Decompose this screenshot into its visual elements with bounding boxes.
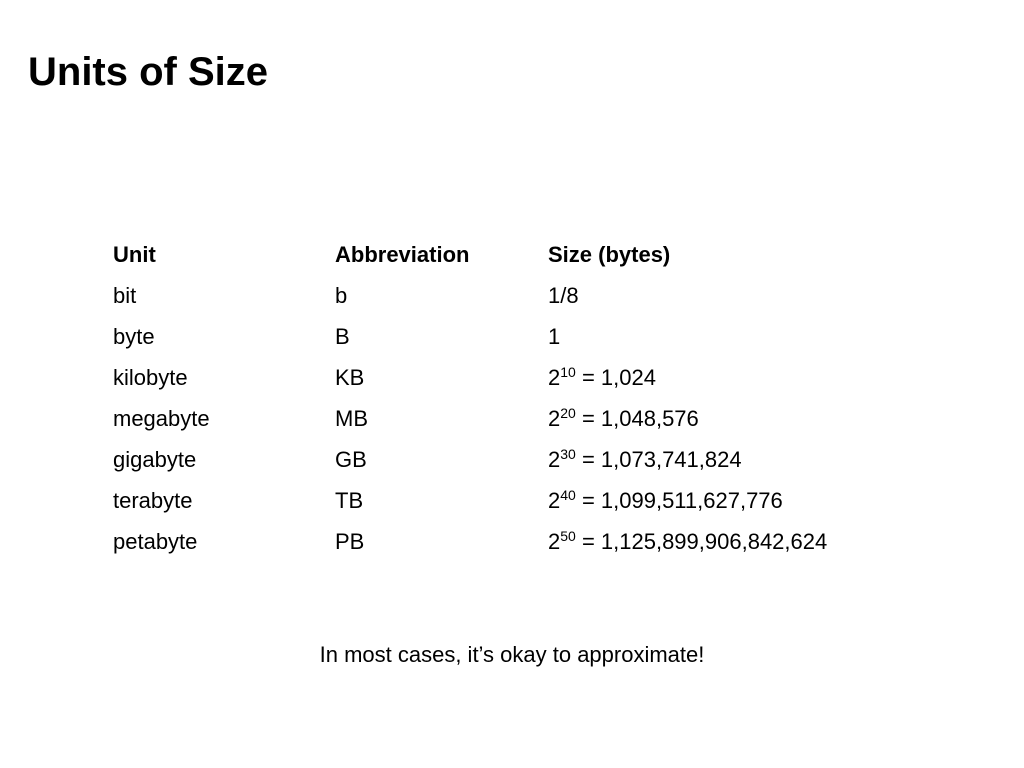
table-row [113,357,908,398]
size-cell [548,357,908,398]
table-row [113,521,908,562]
power-base: 2 [548,488,561,513]
power-exponent: 50 [560,528,576,544]
header-size: Size (bytes) [548,242,671,267]
power-base: 2 [548,447,561,472]
size-cell [548,521,908,562]
abbreviation-cell: b [335,283,348,308]
unit-cell: petabyte [113,529,198,554]
abbreviation-cell: MB [335,406,368,431]
power-base: 2 [548,406,561,431]
table-row [113,275,908,316]
slide-title: Units of Size [28,50,269,94]
table-row [113,398,908,439]
power-exponent: 40 [560,487,576,503]
footnote: In most cases, it’s okay to approximate! [319,642,705,667]
table-header-row [113,234,908,275]
size-cell [548,439,908,480]
unit-cell: terabyte [113,488,193,513]
table-row [113,316,908,357]
size-cell: 1/8 [548,283,579,308]
unit-cell: megabyte [113,406,210,431]
table-row [113,480,908,521]
power-exponent: 30 [560,446,576,462]
power-exponent: 20 [560,405,576,421]
size-cell [548,398,908,439]
abbreviation-cell: TB [335,488,364,513]
byte-value: = 1,073,741,824 [575,447,742,472]
unit-cell: gigabyte [113,447,197,472]
size-cell: 1 [548,324,561,349]
abbreviation-cell: PB [335,529,365,554]
abbreviation-cell: B [335,324,350,349]
header-unit: Unit [113,242,156,267]
size-cell [548,480,908,521]
byte-value: = 1,099,511,627,776 [575,488,783,513]
byte-value: = 1,024 [575,365,656,390]
unit-cell: byte [113,324,155,349]
byte-value: = 1,048,576 [575,406,699,431]
power-base: 2 [548,529,561,554]
unit-cell: kilobyte [113,365,188,390]
power-base: 2 [548,365,561,390]
byte-value: = 1,125,899,906,842,624 [575,529,828,554]
header-abbreviation: Abbreviation [335,242,470,267]
table-row [113,439,908,480]
abbreviation-cell: GB [335,447,367,472]
unit-cell: bit [113,283,137,308]
abbreviation-cell: KB [335,365,365,390]
units-table [113,234,908,562]
power-exponent: 10 [560,364,576,380]
